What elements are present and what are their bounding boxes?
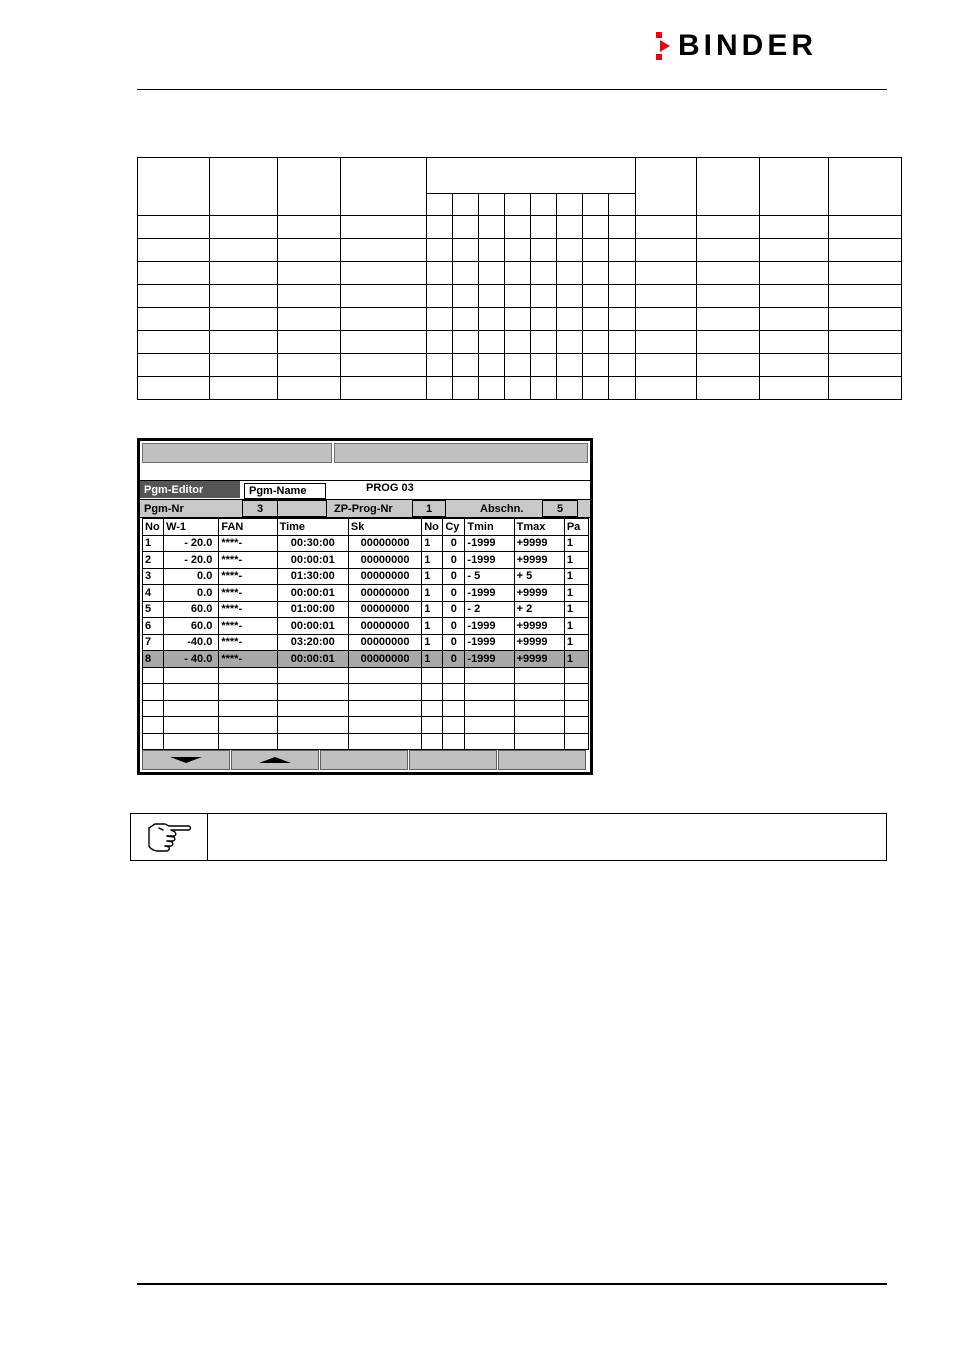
table-cell[interactable]: 60.0 [164,601,219,618]
table-cell[interactable]: 00000000 [348,568,421,585]
table-row [138,239,902,262]
table-cell[interactable]: 1 [143,535,164,552]
title-button-right[interactable] [334,443,588,463]
table-cell[interactable]: 3 [143,568,164,585]
table-cell[interactable]: -1999 [465,585,514,602]
table-row [138,262,902,285]
empty-row[interactable] [143,667,589,684]
table-header-cell [697,158,759,216]
col-header: Cy [443,519,465,536]
table-cell[interactable]: +9999 [514,552,564,569]
table-cell[interactable] [443,667,465,684]
table-cell[interactable] [143,733,164,750]
table-cell[interactable] [465,684,514,701]
footer-rule [137,1283,887,1285]
table-cell[interactable]: 1 [422,634,443,651]
controller-display [137,438,593,775]
table-cell[interactable]: 5 [143,601,164,618]
table-cell[interactable] [164,733,219,750]
table-cell[interactable]: 00000000 [348,601,421,618]
program-segments-table [142,518,589,750]
table-cell[interactable] [422,700,443,717]
table-cell[interactable]: 60.0 [164,618,219,635]
section-value[interactable]: 5 [542,500,578,517]
table-cell[interactable]: +9999 [514,535,564,552]
table-cell[interactable] [277,684,348,701]
table-cell[interactable]: - 20.0 [164,535,219,552]
table-row[interactable] [143,651,589,668]
zp-program-label: ZP-Prog-Nr [334,502,393,515]
editor-label: Pgm-Editor [140,481,240,498]
program-number-label: Pgm-Nr [144,502,184,515]
table-row[interactable] [143,568,589,585]
program-number-value[interactable]: 3 [242,500,278,517]
table-cell[interactable]: 00000000 [348,651,421,668]
softkey-3[interactable] [320,750,408,770]
table-cell[interactable] [348,733,421,750]
table-cell[interactable]: 00000000 [348,618,421,635]
table-row[interactable] [143,618,589,635]
col-header: FAN [219,519,277,536]
table-cell[interactable] [514,684,564,701]
table-cell[interactable]: 00:00:01 [277,651,348,668]
table-cell[interactable] [422,717,443,734]
table-cell[interactable] [422,667,443,684]
table-cell[interactable]: -1999 [465,552,514,569]
table-cell[interactable] [164,667,219,684]
table-cell[interactable]: 1 [564,634,588,651]
table-cell[interactable] [514,667,564,684]
table-cell[interactable] [277,700,348,717]
arrow-down-icon [170,757,202,763]
table-cell[interactable]: 01:30:00 [277,568,348,585]
table-cell[interactable] [348,684,421,701]
table-header-cell [636,158,697,216]
table-cell[interactable] [348,667,421,684]
table-header-cell [828,158,901,216]
table-cell[interactable]: 00:30:00 [277,535,348,552]
section-label: Abschn. [480,502,524,515]
program-template-table [137,157,902,400]
table-cell[interactable] [443,684,465,701]
table-cell[interactable] [465,700,514,717]
table-cell[interactable] [219,733,277,750]
table-cell[interactable] [564,684,588,701]
col-header: Pa [564,519,588,536]
table-cell[interactable]: 2 [143,552,164,569]
table-cell[interactable]: +9999 [514,651,564,668]
table-cell[interactable]: 6 [143,618,164,635]
table-cell[interactable] [564,717,588,734]
table-row [138,285,902,308]
table-cell[interactable]: 7 [143,634,164,651]
program-number-spacer [277,500,327,517]
table-cell[interactable]: -1999 [465,535,514,552]
table-header-cell [340,158,426,216]
table-cell[interactable] [143,700,164,717]
zp-program-value[interactable]: 1 [412,500,446,517]
table-cell[interactable]: +9999 [514,634,564,651]
table-cell[interactable] [422,733,443,750]
softkey-bar [142,750,588,770]
table-cell[interactable]: ****- [219,651,277,668]
table-row[interactable] [143,601,589,618]
pointing-hand-icon [145,818,193,856]
table-cell[interactable] [564,667,588,684]
table-cell[interactable]: 1 [564,601,588,618]
table-row [138,216,902,239]
table-cell[interactable]: + 5 [514,568,564,585]
table-cell[interactable] [348,717,421,734]
table-cell[interactable] [465,667,514,684]
table-cell[interactable] [514,700,564,717]
empty-row[interactable] [143,733,589,750]
table-cell[interactable] [219,684,277,701]
empty-row[interactable] [143,700,589,717]
table-row [138,354,902,377]
table-cell[interactable]: 1 [422,552,443,569]
table-cell[interactable] [143,717,164,734]
table-cell[interactable]: ****- [219,601,277,618]
table-cell[interactable] [219,717,277,734]
col-header: No [422,519,443,536]
scroll-up-button[interactable] [231,750,319,770]
table-cell[interactable]: 00000000 [348,535,421,552]
col-header: Tmax [514,519,564,536]
table-header-cell [759,158,828,216]
table-cell[interactable]: 00:00:01 [277,618,348,635]
table-cell[interactable]: ****- [219,568,277,585]
table-cell[interactable]: ****- [219,585,277,602]
title-button-left[interactable] [142,443,332,463]
empty-row[interactable] [143,684,589,701]
brand-name: BINDER [678,29,818,62]
header-rule [137,89,887,90]
table-row[interactable] [143,552,589,569]
table-cell[interactable]: 00000000 [348,634,421,651]
table-cell[interactable]: 0 [443,634,465,651]
col-header: Tmin [465,519,514,536]
table-cell[interactable] [277,667,348,684]
table-cell[interactable] [465,717,514,734]
table-cell[interactable]: 00:00:01 [277,552,348,569]
table-row [138,308,902,331]
table-header-cell [278,158,340,216]
table-cell[interactable]: 0.0 [164,568,219,585]
table-row[interactable] [143,535,589,552]
binder-logo [656,30,817,62]
table-cell[interactable]: ****- [219,618,277,635]
table-cell[interactable]: - 40.0 [164,651,219,668]
col-header: W-1 [164,519,219,536]
table-cell[interactable] [143,684,164,701]
table-cell[interactable]: - 2 [465,601,514,618]
col-header: Sk [348,519,421,536]
table-cell[interactable] [443,733,465,750]
table-cell[interactable] [143,667,164,684]
table-cell[interactable]: 0.0 [164,585,219,602]
table-cell[interactable]: -1999 [465,651,514,668]
table-row [138,377,902,400]
table-cell[interactable] [514,733,564,750]
note-icon-cell [131,814,208,860]
table-row[interactable] [143,634,589,651]
program-name-value[interactable]: PROG 03 [366,481,414,494]
table-cell[interactable]: 8 [143,651,164,668]
table-cell[interactable]: 1 [422,601,443,618]
table-cell[interactable]: 1 [564,535,588,552]
table-header-group [426,158,636,194]
table-cell[interactable] [348,700,421,717]
table-cell[interactable]: 0 [443,618,465,635]
table-header-row [143,519,589,536]
table-cell[interactable]: ****- [219,552,277,569]
table-cell[interactable]: 1 [422,651,443,668]
table-cell[interactable] [277,733,348,750]
table-cell[interactable]: 0 [443,601,465,618]
table-cell[interactable]: 1 [422,568,443,585]
table-header-cell [138,158,210,216]
table-cell[interactable] [164,700,219,717]
table-cell[interactable] [514,717,564,734]
table-cell[interactable]: 1 [564,552,588,569]
table-cell[interactable]: +9999 [514,618,564,635]
table-cell[interactable]: 4 [143,585,164,602]
table-cell[interactable]: 00000000 [348,585,421,602]
table-cell[interactable]: 0 [443,651,465,668]
table-cell[interactable]: -40.0 [164,634,219,651]
table-cell[interactable]: 1 [422,618,443,635]
table-cell[interactable]: - 5 [465,568,514,585]
table-cell[interactable]: + 2 [514,601,564,618]
table-cell[interactable]: 1 [564,568,588,585]
table-cell[interactable] [443,717,465,734]
table-cell[interactable]: 0 [443,585,465,602]
table-cell[interactable] [277,717,348,734]
binder-logo-mark-icon [656,30,672,62]
table-cell[interactable]: -1999 [465,634,514,651]
scroll-down-button[interactable] [142,750,230,770]
table-cell[interactable]: 0 [443,535,465,552]
table-cell[interactable]: 00000000 [348,552,421,569]
table-cell[interactable]: - 20.0 [164,552,219,569]
table-cell[interactable] [164,717,219,734]
softkey-4[interactable] [409,750,497,770]
softkey-5[interactable] [498,750,586,770]
table-cell[interactable]: ****- [219,634,277,651]
table-cell[interactable]: 0 [443,552,465,569]
table-cell[interactable] [465,733,514,750]
empty-row[interactable] [143,717,589,734]
table-cell[interactable]: 01:00:00 [277,601,348,618]
table-cell[interactable]: 1 [564,651,588,668]
table-cell[interactable] [564,733,588,750]
table-row[interactable] [143,585,589,602]
table-row [138,331,902,354]
table-cell[interactable]: 03:20:00 [277,634,348,651]
table-cell[interactable] [219,667,277,684]
col-header: Time [277,519,348,536]
program-name-label: Pgm-Name [244,483,326,499]
table-cell[interactable]: 1 [564,618,588,635]
table-cell[interactable]: 1 [564,585,588,602]
arrow-up-icon [259,757,291,763]
table-cell[interactable] [564,700,588,717]
table-header-cell [210,158,278,216]
table-cell[interactable] [443,700,465,717]
table-cell[interactable]: 1 [422,585,443,602]
table-cell[interactable]: -1999 [465,618,514,635]
note-box [130,813,887,861]
table-cell[interactable]: 1 [422,535,443,552]
table-cell[interactable]: 0 [443,568,465,585]
table-cell[interactable] [164,684,219,701]
table-cell[interactable]: ****- [219,535,277,552]
table-cell[interactable] [219,700,277,717]
table-cell[interactable]: +9999 [514,585,564,602]
table-cell[interactable]: 00:00:01 [277,585,348,602]
table-cell[interactable] [422,684,443,701]
col-header: No [143,519,164,536]
